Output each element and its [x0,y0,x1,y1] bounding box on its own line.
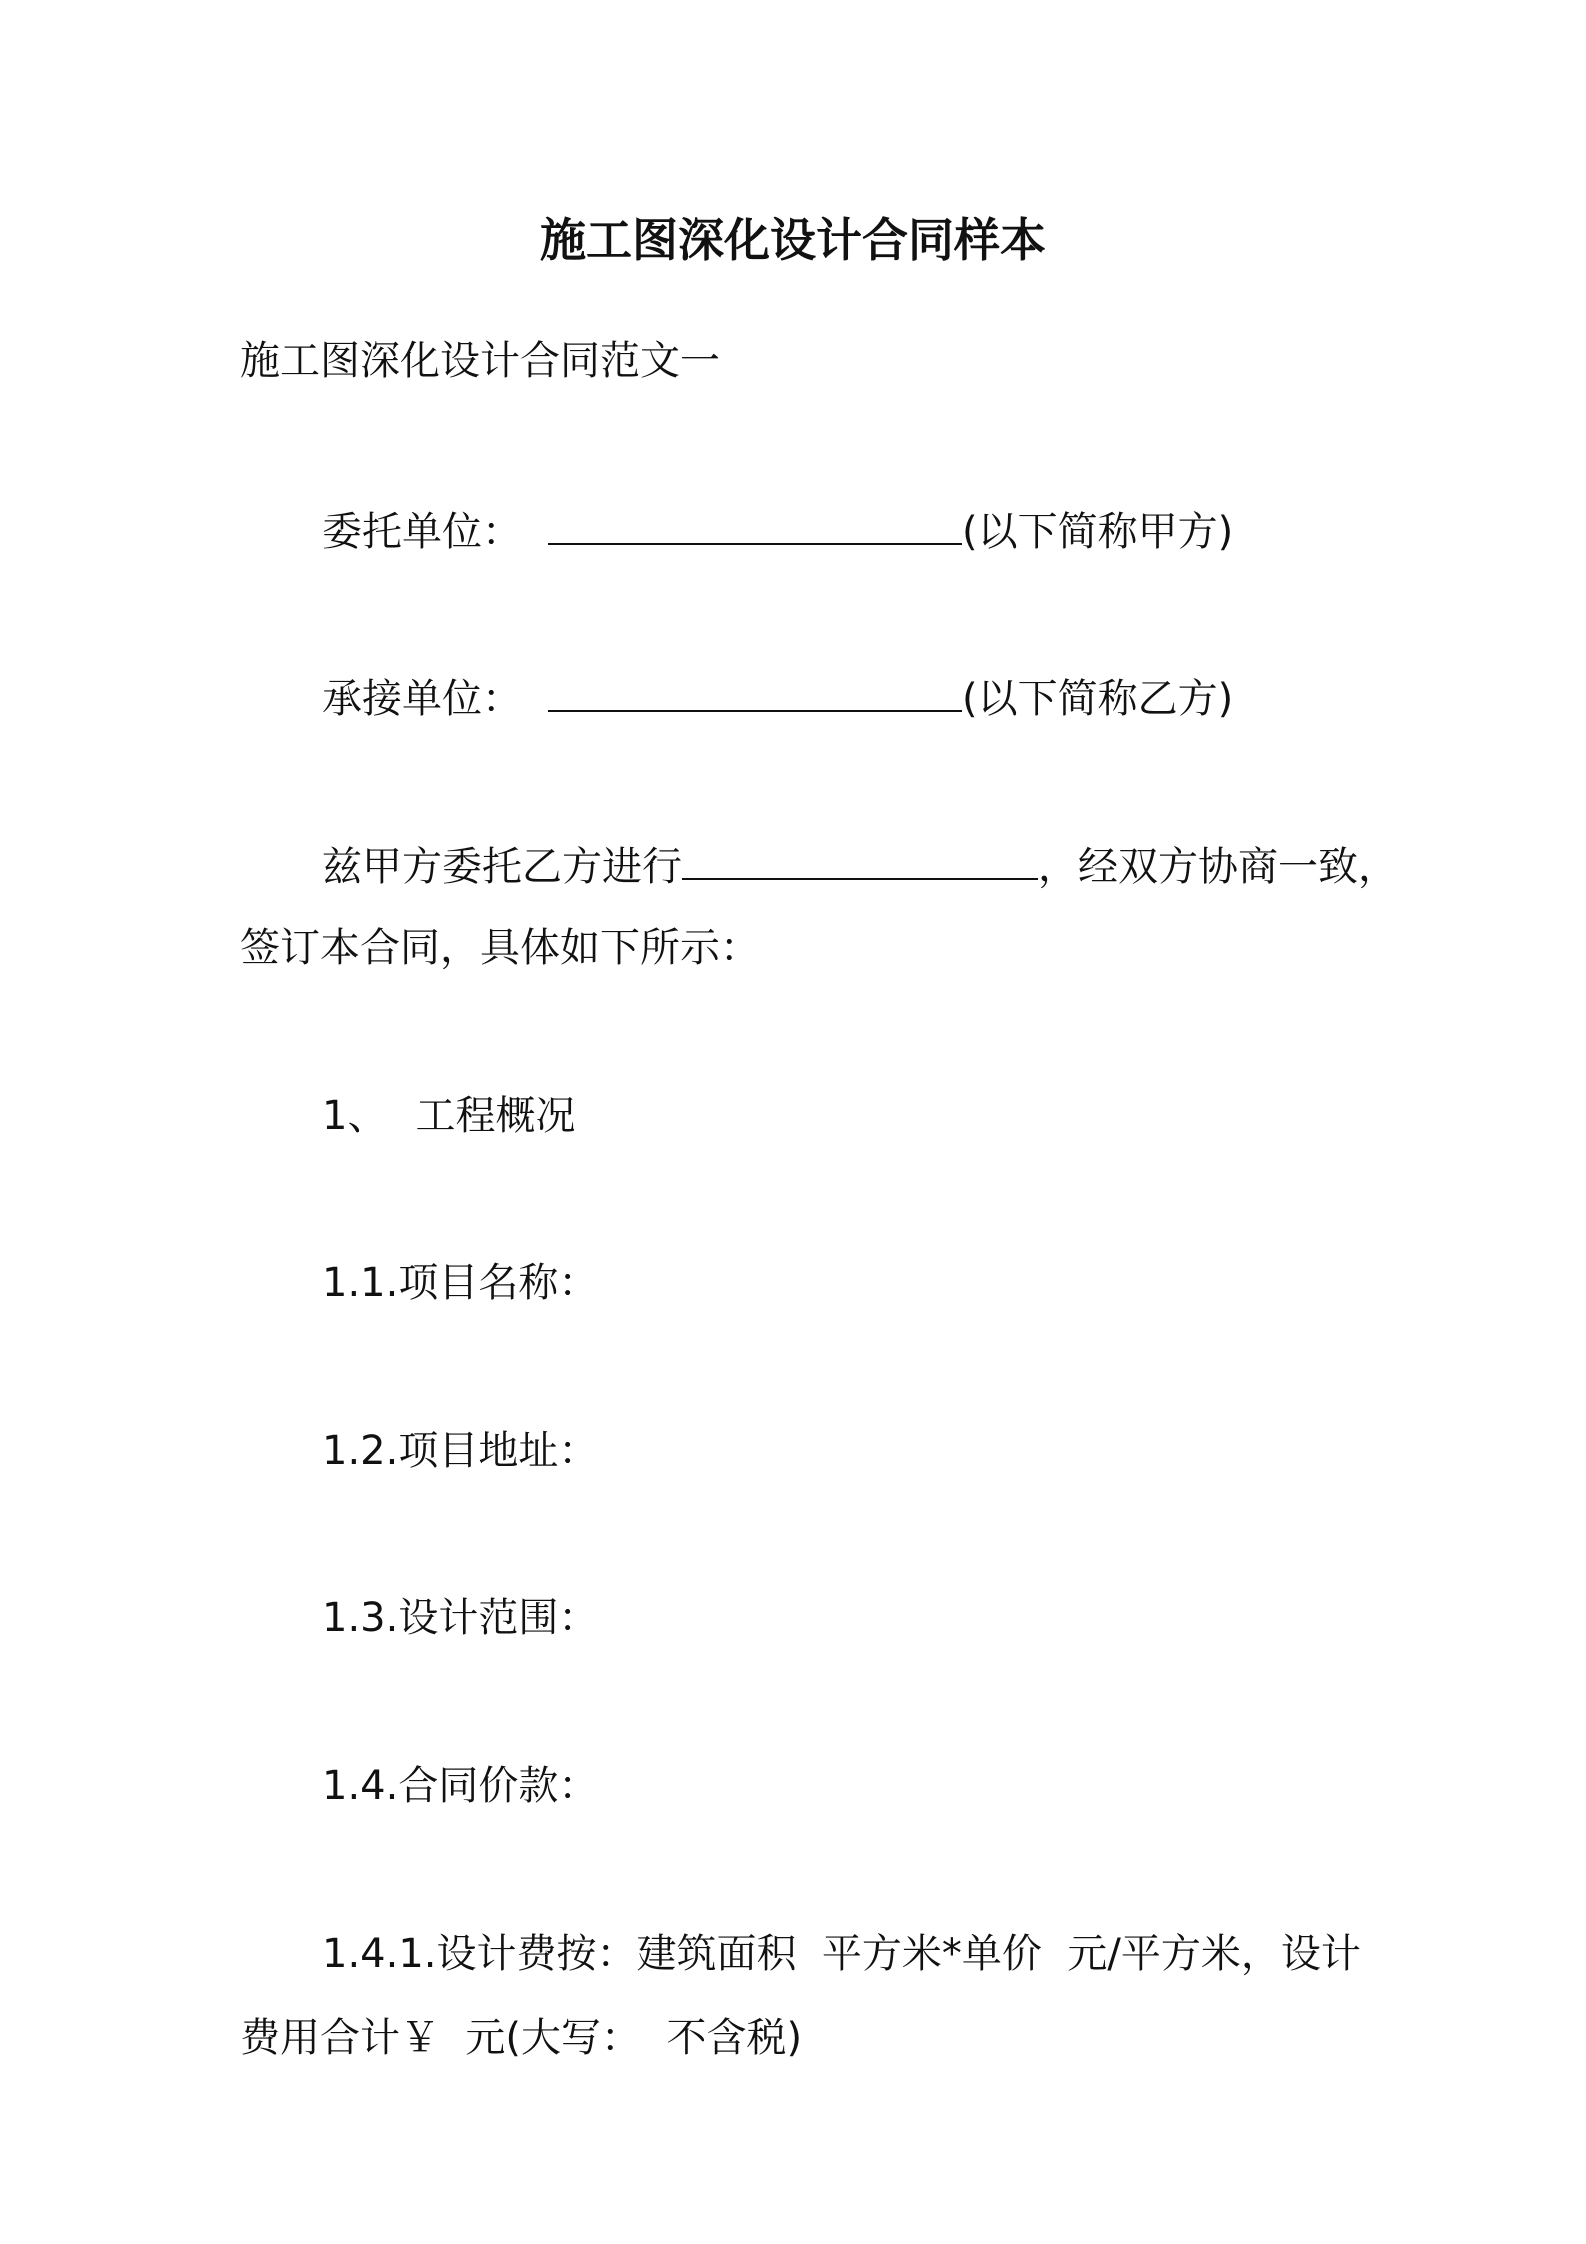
intro-prefix: 兹甲方委托乙方进行 [322,844,682,890]
intro-blank [682,838,1038,880]
item-1-2: 1.2.项目地址： [322,1428,599,1474]
intro-line-1 [322,838,1398,893]
document-subtitle: 施工图深化设计合同范文一 [240,338,720,384]
party-a-label: 委托单位： [322,509,522,555]
party-a-blank [548,503,962,545]
item-1-3: 1.3.设计范围： [322,1595,599,1641]
fee-line-1: 1.4.1.设计费按：建筑面积 平方米*单价 元/平方米，设计 [322,1931,1361,1977]
party-a-suffix: (以下简称甲方) [962,509,1234,555]
intro-line-2: 签订本合同，具体如下所示： [240,925,760,971]
item-1-1: 1.1.项目名称： [322,1260,599,1306]
document-title: 施工图深化设计合同样本 [540,213,1046,267]
section-1-title: 工程概况 [415,1093,576,1139]
fee-line-2: 费用合计￥ 元(大写： 不含税) [240,2015,803,2061]
section-1-heading [322,1090,575,1142]
party-b-label: 承接单位： [322,676,522,722]
party-b-blank [548,670,962,712]
section-1-number: 1、 [322,1093,388,1139]
party-b-suffix: (以下简称乙方) [962,676,1234,722]
party-b-row [322,670,1233,725]
intro-suffix: ，经双方协商一致， [1038,844,1398,890]
item-1-4: 1.4.合同价款： [322,1763,599,1809]
party-a-row [322,503,1233,558]
